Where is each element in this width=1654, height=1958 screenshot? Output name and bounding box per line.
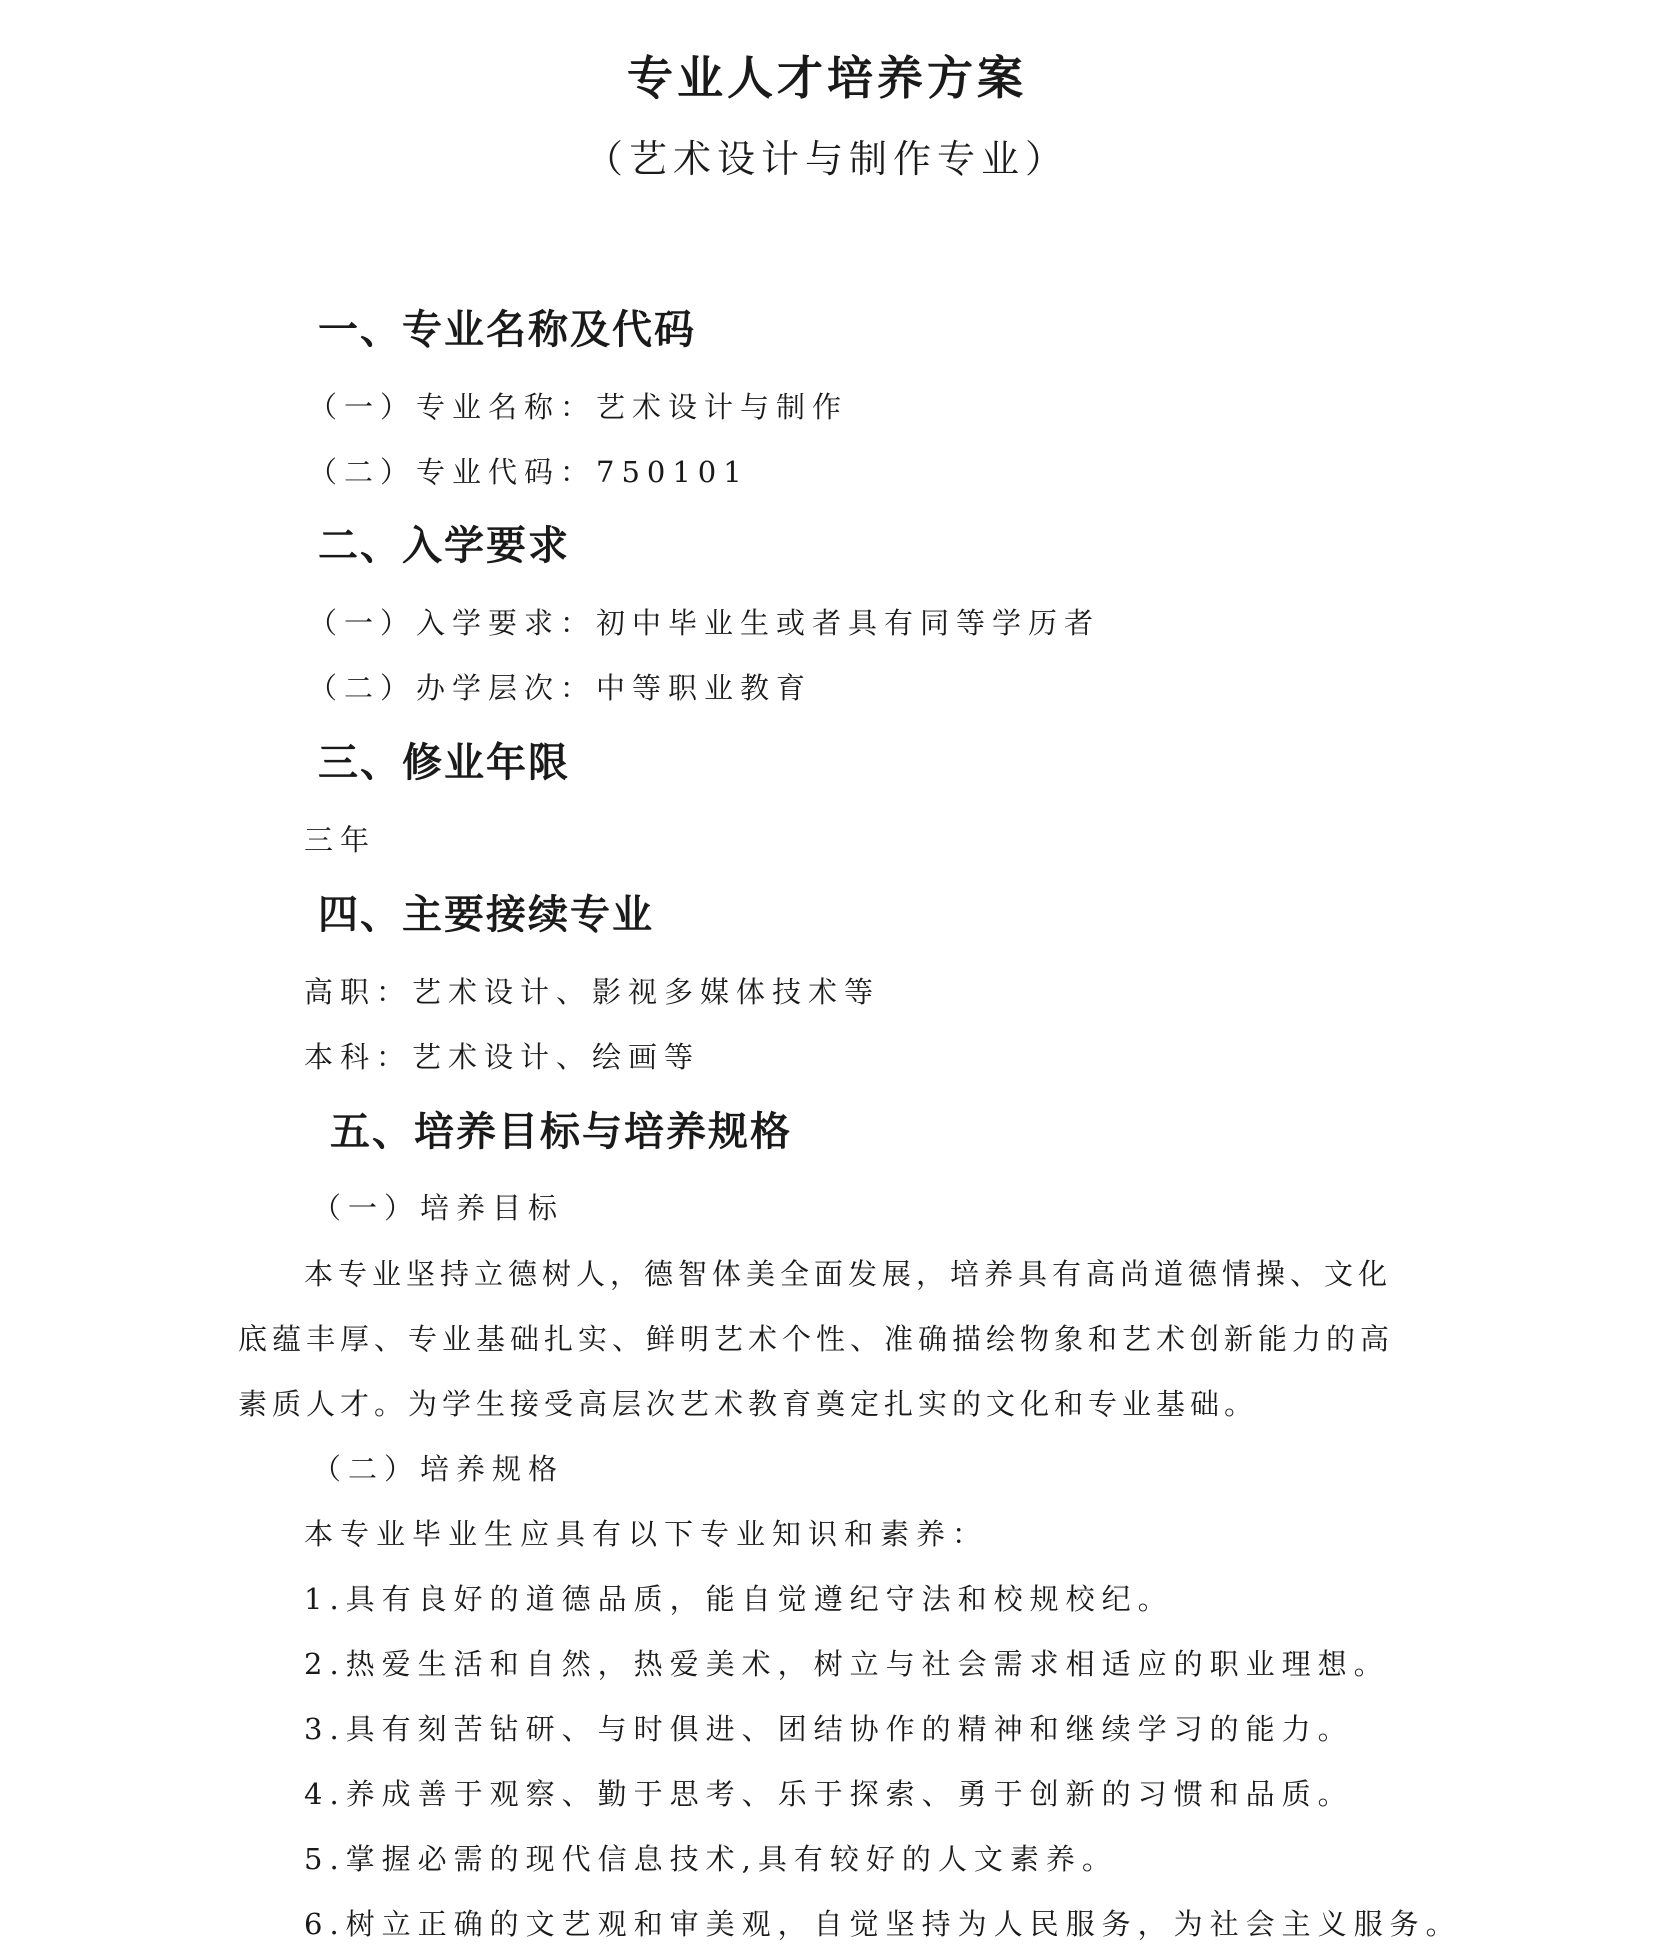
spec-item-3: 3.具有刻苦钻研、与时俱进、团结协作的精神和继续学习的能力。	[304, 1712, 1354, 1746]
spec-item-5: 5.掌握必需的现代信息技术,具有较好的人文素养。	[304, 1842, 1118, 1876]
spec-item-2: 2.热爱生活和自然，热爱美术，树立与社会需求相适应的职业理想。	[304, 1647, 1390, 1681]
section-heading-4: 四、主要接续专业	[318, 892, 654, 938]
admission-requirement-line: （一）入学要求：初中毕业生或者具有同等学历者	[308, 606, 1101, 640]
training-goal-paragraph: 本专业坚持立德树人，德智体美全面发展，培养具有高尚道德情操、文化底蕴丰厚、专业基础扎实、鲜明艺术个性、准确描绘物象和艺术创新能力的高素质人才。为学生接受高层次艺术教育奠定扎实的文化和专业基础。	[238, 1257, 1395, 1421]
spec-item-6: 6.树立正确的文艺观和审美观，自觉坚持为人民服务，为社会主义服务。	[304, 1907, 1462, 1941]
major-name-line: （一）专业名称：艺术设计与制作	[308, 390, 849, 424]
section-heading-5: 五、培养目标与培养规格	[330, 1109, 792, 1155]
document-title: 专业人才培养方案	[627, 51, 1027, 105]
school-level-line: （二）办学层次：中等职业教育	[308, 671, 813, 705]
undergraduate-continuation-line: 本科：艺术设计、绘画等	[304, 1040, 701, 1074]
training-goal-label: （一）培养目标	[312, 1191, 565, 1225]
section-heading-1: 一、专业名称及代码	[318, 307, 696, 353]
major-code-line: （二）专业代码：750101	[308, 455, 749, 489]
vocational-continuation-line: 高职：艺术设计、影视多媒体技术等	[304, 975, 881, 1009]
section-heading-2: 二、入学要求	[318, 523, 570, 569]
document-subtitle: （艺术设计与制作专业）	[584, 137, 1069, 181]
training-spec-intro: 本专业毕业生应具有以下专业知识和素养：	[304, 1517, 989, 1551]
section-heading-3: 三、修业年限	[318, 740, 570, 786]
training-spec-label: （二）培养规格	[312, 1452, 565, 1486]
study-duration-line: 三年	[304, 823, 377, 857]
spec-item-4: 4.养成善于观察、勤于思考、乐于探索、勇于创新的习惯和品质。	[304, 1777, 1354, 1811]
spec-item-1: 1.具有良好的道德品质，能自觉遵纪守法和校规校纪。	[304, 1582, 1174, 1616]
